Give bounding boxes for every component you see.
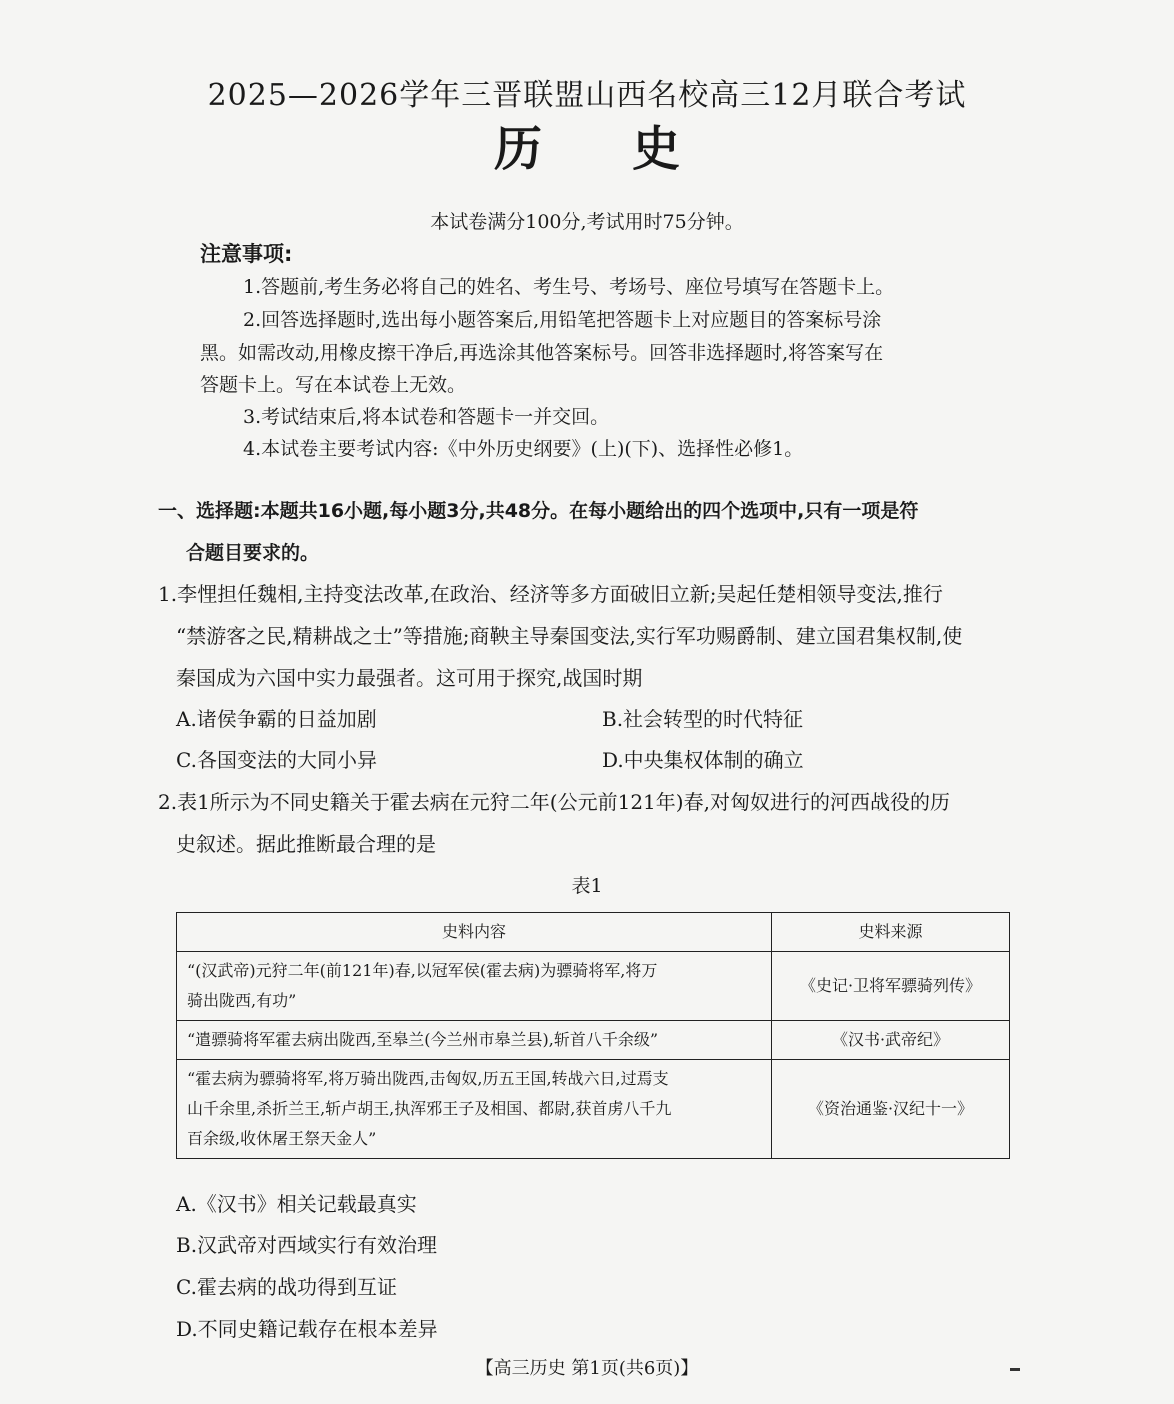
question-1-option-c[interactable]: C.各国变法的大同小异 <box>176 748 377 772</box>
question-1-stem: “禁游客之民,精耕战之士”等措施;商鞅主导秦国变法,实行军功赐爵制、建立国君集权制,使 <box>176 624 963 648</box>
exam-meta: 本试卷满分100分,考试用时75分钟。 <box>430 211 744 233</box>
notice-line: 2.回答选择题时,选出每小题答案后,用铅笔把答题卡上对应题目的答案标号涂 <box>243 309 882 331</box>
table-header-source: 史料来源 <box>772 913 1010 952</box>
notice-line: 答题卡上。写在本试卷上无效。 <box>200 374 467 396</box>
page-footer: 【高三历史 第1页(共6页)】 <box>475 1358 699 1379</box>
notice-title: 注意事项: <box>200 242 293 266</box>
table-row <box>177 952 1010 1021</box>
table-caption: 表1 <box>571 875 603 897</box>
corner-mark <box>1010 1368 1020 1371</box>
table-cell-content: “(汉武帝)元狩二年(前121年)春,以冠军侯(霍去病)为骠骑将军,将万 骑出陇西,有功” <box>177 952 772 1021</box>
table-row <box>177 1060 1010 1159</box>
section-heading-cont: 合题目要求的。 <box>186 542 320 564</box>
source-table <box>176 912 1010 1159</box>
table-row <box>177 1021 1010 1060</box>
question-2-option-d[interactable]: D.不同史籍记载存在根本差异 <box>176 1317 438 1341</box>
table-cell-content: “霍去病为骠骑将军,将万骑出陇西,击匈奴,历五王国,转战六日,过焉支 山千余里,杀折兰王,斩卢胡王,执浑邪王子及相国、都尉,获首虏八千九 百余级,收休屠王祭天金人” <box>177 1060 772 1159</box>
question-1-stem: 1.李悝担任魏相,主持变法改革,在政治、经济等多方面破旧立新;吴起任楚相领导变法,推行 <box>158 582 943 606</box>
table-cell-content: “遣骠骑将军霍去病出陇西,至皋兰(今兰州市皋兰县),斩首八千余级” <box>177 1021 772 1060</box>
question-1-option-d[interactable]: D.中央集权体制的确立 <box>602 748 804 772</box>
question-2-option-b[interactable]: B.汉武帝对西域实行有效治理 <box>176 1233 438 1257</box>
table-cell-source: 《汉书·武帝纪》 <box>772 1021 1010 1060</box>
exam-title: 2025—2026学年三晋联盟山西名校高三12月联合考试 <box>207 78 967 113</box>
subject-title: 历史 <box>493 121 770 177</box>
question-2-stem: 2.表1所示为不同史籍关于霍去病在元狩二年(公元前121年)春,对匈奴进行的河西战役的历 <box>158 790 950 814</box>
question-2-option-a[interactable]: A.《汉书》相关记载最真实 <box>176 1192 417 1216</box>
notice-line: 黑。如需改动,用橡皮擦干净后,再选涂其他答案标号。回答非选择题时,将答案写在 <box>200 342 884 364</box>
notice-line: 1.答题前,考生务必将自己的姓名、考生号、考场号、座位号填写在答题卡上。 <box>243 276 895 298</box>
table-cell-source: 《史记·卫将军骠骑列传》 <box>772 952 1010 1021</box>
table-header-content: 史料内容 <box>177 913 772 952</box>
notice-line: 3.考试结束后,将本试卷和答题卡一并交回。 <box>243 406 610 428</box>
question-1-stem: 秦国成为六国中实力最强者。这可用于探究,战国时期 <box>176 666 643 690</box>
section-heading: 一、选择题:本题共16小题,每小题3分,共48分。在每小题给出的四个选项中,只有一项是符 <box>158 500 919 522</box>
table-cell-source: 《资治通鉴·汉纪十一》 <box>772 1060 1010 1159</box>
question-2-stem: 史叙述。据此推断最合理的是 <box>176 832 436 856</box>
question-1-option-a[interactable]: A.诸侯争霸的日益加剧 <box>176 707 377 731</box>
question-2-option-c[interactable]: C.霍去病的战功得到互证 <box>176 1275 397 1299</box>
question-1-option-b[interactable]: B.社会转型的时代特征 <box>602 707 804 731</box>
table-header-row <box>177 913 1010 952</box>
notice-line: 4.本试卷主要考试内容:《中外历史纲要》(上)(下)、选择性必修1。 <box>243 438 804 460</box>
